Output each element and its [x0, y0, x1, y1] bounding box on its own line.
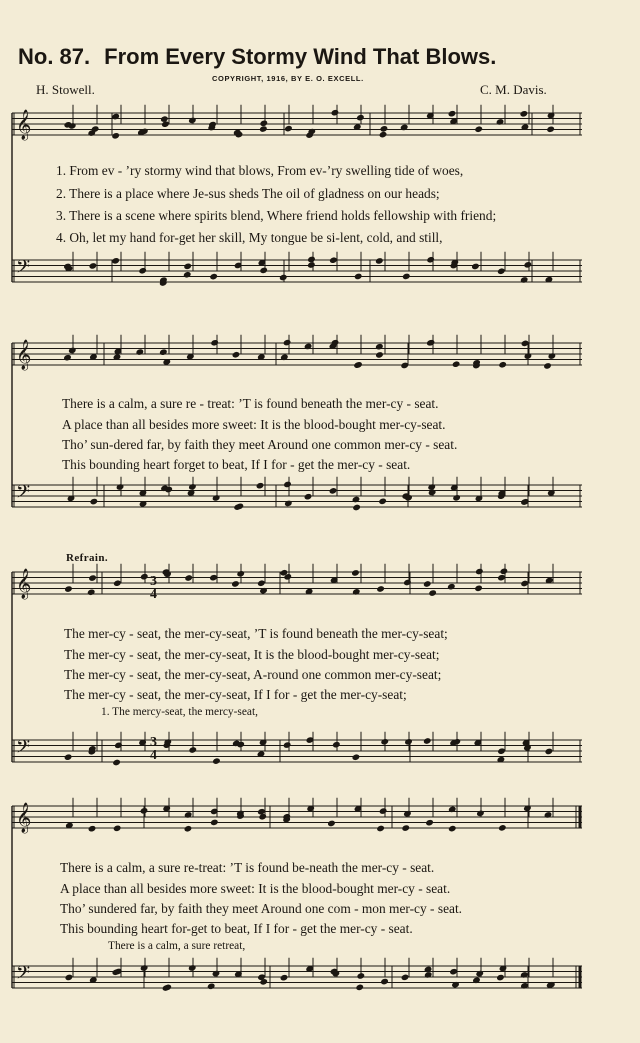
note-head	[64, 585, 73, 593]
note-head	[375, 351, 384, 359]
refrain-label: Refrain.	[66, 552, 108, 564]
note-head	[135, 348, 144, 356]
note-head	[209, 574, 218, 582]
note-head	[210, 339, 219, 347]
refrain-line: This bounding heart for-get to beat, If I for - get the mer-cy - seat.	[60, 921, 413, 936]
note-head	[376, 585, 385, 593]
note-head	[184, 574, 193, 582]
note-head	[331, 109, 340, 117]
note-head	[500, 568, 509, 576]
note-head	[212, 494, 221, 502]
note-head	[428, 589, 437, 597]
time-signature-bass	[150, 737, 157, 762]
note-head	[257, 579, 266, 587]
refrain-line: A place than all besides more sweet: It is the blood-bought mer-cy - seat.	[60, 881, 451, 896]
note-head	[401, 824, 410, 832]
note-head	[329, 487, 338, 495]
note-head	[279, 274, 288, 282]
note-head	[375, 343, 384, 351]
note-head	[523, 261, 532, 269]
refrain-line: The mer-cy - seat, the mer-cy-seat, If I for - get the mer-cy-seat;	[64, 687, 407, 702]
note-head	[232, 351, 241, 359]
verse-line: 4. Oh, let my hand for-get her skill, My tongue be si-lent, cold, and still,	[56, 230, 443, 245]
note-head	[90, 498, 99, 506]
note-head	[497, 574, 506, 582]
note-head	[356, 114, 365, 122]
note-head	[111, 132, 120, 140]
note-head	[471, 263, 480, 271]
note-head	[448, 825, 457, 833]
treble-clef-icon: 𝄞	[16, 340, 32, 370]
note-head	[425, 819, 434, 827]
refrain-line: There is a calm, a sure re-treat: ’T is found be-neath the mer-cy - seat.	[60, 860, 435, 875]
note-head	[68, 347, 77, 355]
note-head	[474, 125, 483, 133]
note-head	[544, 811, 553, 819]
note-head	[231, 580, 240, 588]
note-head	[402, 273, 411, 281]
note-head	[283, 481, 292, 489]
meter-top: 3	[150, 735, 157, 750]
note-head	[88, 574, 97, 582]
note-head	[307, 261, 316, 269]
note-head	[140, 573, 149, 581]
note-head	[427, 483, 436, 491]
note-head	[138, 267, 147, 275]
note-head	[352, 588, 361, 596]
note-head	[379, 131, 388, 139]
note-head	[284, 500, 293, 508]
note-head	[475, 568, 484, 576]
note-head	[284, 125, 293, 133]
note-head	[352, 496, 361, 504]
note-head	[307, 256, 316, 264]
note-head	[113, 825, 122, 833]
lyricist: H. Stowell.	[36, 82, 95, 97]
note-head	[543, 362, 552, 370]
note-head	[354, 273, 363, 281]
note-head	[520, 110, 529, 118]
note-head	[140, 807, 149, 815]
note-head	[448, 110, 457, 118]
note-head	[400, 124, 409, 132]
note-head	[327, 820, 336, 828]
note-head	[188, 964, 197, 972]
bass-cue-text: 1. The mercy-seat, the mercy-seat,	[101, 706, 258, 718]
note-head	[88, 825, 97, 833]
note-head	[448, 806, 457, 814]
meter-top: 3	[150, 574, 157, 589]
note-head	[184, 825, 193, 833]
treble-clef-icon: 𝄞	[16, 803, 32, 833]
note-head	[520, 276, 529, 284]
note-head	[476, 810, 485, 818]
clefs	[16, 109, 31, 988]
note-head	[89, 262, 98, 270]
note-head	[283, 339, 292, 347]
bass-clef-icon: 𝄢	[16, 482, 31, 507]
bass-clef-icon: 𝄢	[16, 963, 31, 988]
copyright-notice: COPYRIGHT, 1916, BY E. O. EXCELL.	[212, 74, 364, 83]
verse-line: A place than all besides more sweet: It is the blood-bought mer-cy-seat.	[62, 417, 446, 432]
note-head	[332, 741, 341, 749]
note-head	[183, 271, 192, 279]
note-head	[63, 354, 72, 362]
note-head	[112, 759, 121, 767]
composer: C. M. Davis.	[480, 82, 547, 97]
note-head	[474, 585, 483, 593]
note-head	[524, 352, 533, 360]
note-head	[424, 966, 433, 974]
note-head	[424, 971, 433, 979]
note-head	[183, 263, 192, 271]
note-head	[375, 257, 384, 265]
note-head	[140, 964, 149, 972]
note-head	[496, 974, 505, 982]
note-head	[159, 348, 168, 356]
note-head	[496, 118, 505, 126]
note-head	[304, 493, 313, 501]
note-head	[545, 748, 554, 756]
note-head	[280, 974, 289, 982]
note-head	[212, 970, 221, 978]
note-head	[210, 819, 219, 827]
note-head	[355, 984, 364, 992]
verse-line: Tho’ sun-dered far, by faith they meet Around one common mer-cy - seat.	[62, 437, 458, 452]
note-head	[378, 498, 387, 506]
note-head	[423, 580, 432, 588]
note-head	[546, 126, 555, 134]
note-head	[498, 824, 507, 832]
note-head	[304, 343, 313, 351]
note-head	[111, 257, 120, 265]
note-head	[188, 117, 197, 125]
verse-line: 3. There is a scene where spirits blend, Where friend holds fellowship with friend;	[56, 208, 497, 223]
note-head	[376, 825, 385, 833]
note-head	[520, 971, 529, 979]
note-head	[256, 482, 265, 490]
note-head	[428, 489, 437, 497]
refrain-line: The mer-cy - seat, the mer-cy-seat, It is the blood-bought mer-cy-seat;	[64, 647, 440, 662]
verse-line: This bounding heart forget to beat, If I for - get the mer-cy - seat.	[62, 457, 411, 472]
refrain-line: The mer-cy - seat, the mer-cy-seat, ’T is found beneath the mer-cy-seat;	[64, 626, 448, 641]
note-head	[352, 504, 361, 512]
note-head	[283, 741, 292, 749]
note-head	[497, 267, 506, 275]
note-head	[498, 361, 507, 369]
verse-line: 1. From ev - ’ry stormy wind that blows, From ev-’ry swelling tide of woes,	[56, 163, 464, 178]
note-head	[452, 360, 461, 368]
verse-line: There is a calm, a sure re - treat: ’T is found beneath the mer-cy - seat.	[62, 396, 439, 411]
note-head	[111, 113, 120, 121]
note-head	[380, 978, 389, 986]
meter-bottom: 4	[150, 747, 157, 763]
note-head	[426, 256, 435, 264]
note-head	[379, 807, 388, 815]
note-head	[401, 974, 410, 982]
note-head	[184, 811, 193, 819]
time-signature-treble	[150, 576, 157, 601]
note-head	[427, 339, 436, 347]
note-head	[259, 120, 268, 128]
note-head	[87, 589, 96, 597]
note-head	[259, 125, 268, 133]
note-head	[209, 273, 218, 281]
note-head	[447, 583, 456, 591]
note-head	[207, 983, 216, 991]
note-head	[259, 267, 268, 275]
bass-cue-text: There is a calm, a sure retreat,	[108, 940, 246, 952]
note-head	[548, 352, 557, 360]
meter-bottom: 4	[150, 586, 157, 602]
treble-clef-icon: 𝄞	[16, 110, 32, 140]
note-head	[116, 483, 125, 491]
refrain-line: The mer-cy - seat, the mer-cy-seat, A-round one common mer-cy-seat;	[64, 667, 442, 682]
note-head	[329, 256, 338, 264]
note-head	[352, 753, 361, 761]
note-head	[475, 970, 484, 978]
hymn-title: From Every Stormy Wind That Blows.	[104, 44, 497, 69]
bass-clef-icon: 𝄢	[16, 737, 31, 762]
refrain-line: Tho’ sundered far, by faith they meet Around one com - mon mer-cy - seat.	[60, 901, 463, 916]
note-head	[188, 483, 197, 491]
note-head	[113, 579, 122, 587]
note-head	[64, 753, 73, 761]
verse-line: 2. There is a place where Je-sus sheds The oil of gladness on our heads;	[56, 186, 440, 201]
bass-clef-icon: 𝄢	[16, 257, 31, 282]
hymn-number: No. 87.	[18, 44, 91, 69]
note-head	[380, 125, 389, 133]
note-head	[65, 974, 74, 982]
note-head	[351, 569, 360, 577]
note-head	[423, 737, 432, 745]
treble-clef-icon: 𝄞	[16, 569, 32, 599]
note-head	[212, 757, 221, 765]
